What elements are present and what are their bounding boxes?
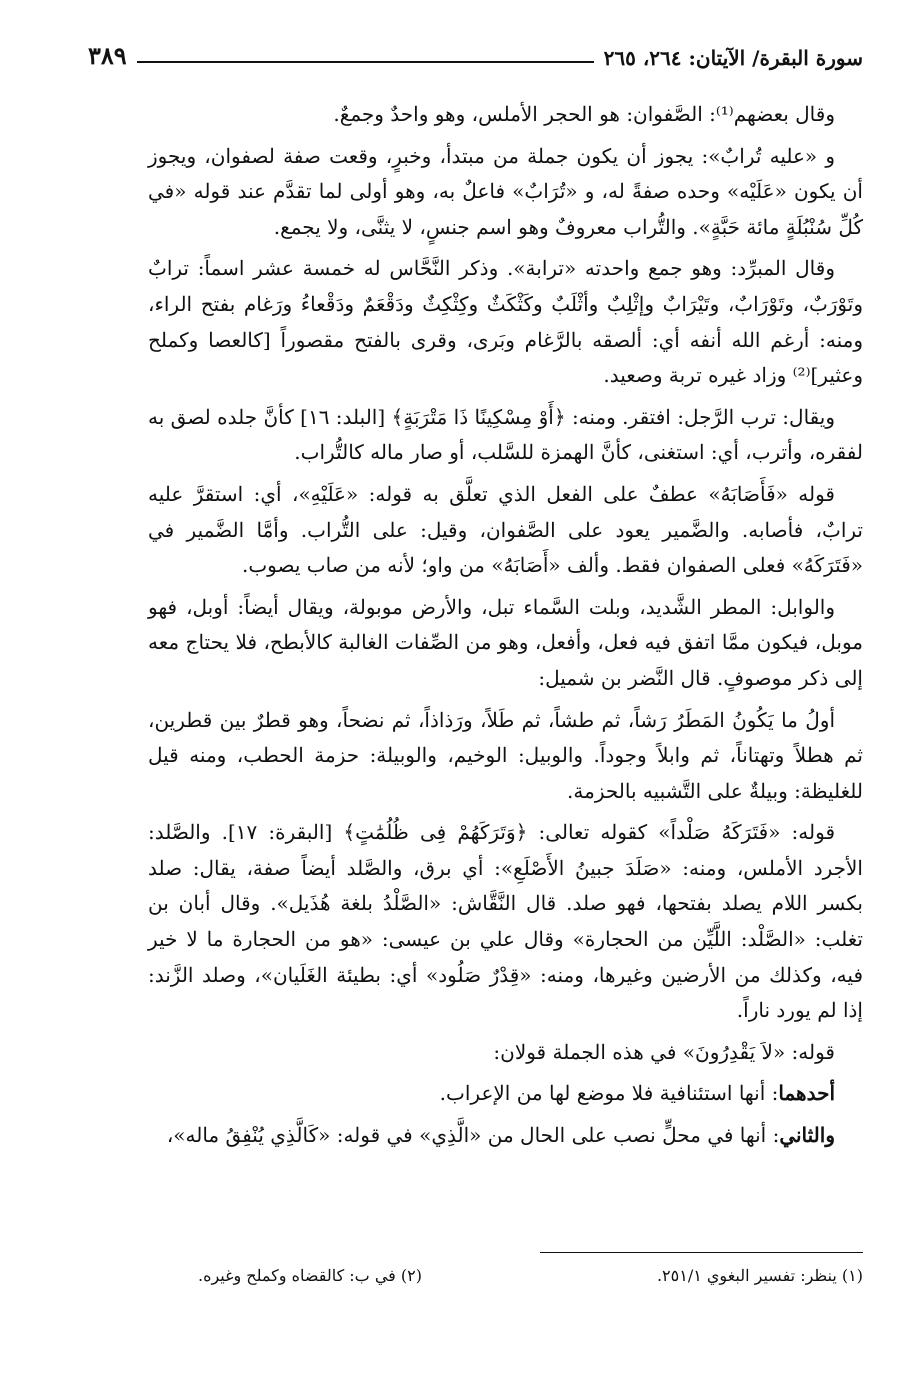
running-title: سورة البقرة/ الآيتان: ٢٦٤، ٢٦٥ xyxy=(603,46,863,70)
point-text: : أنها في محلٍّ نصب على الحال من «الَّذِي» في قوله: «كَالَّذِي يُنْفِقُ ماله»، xyxy=(166,1123,780,1148)
header-rule xyxy=(137,61,594,63)
paragraph: والوابل: المطر الشَّديد، وبلت السَّماء تبل، والأرض موبولة، ويقال أيضاً: أوبل، فهو موبل، فيكون ممَّا اتفق فيه فعل، وأفعل، وهو من الصِّفات الغالبة كالأبطح، فلا يحتاج معه إلى ذكر موصوفٍ. قال النَّضر بن شميل: xyxy=(148,594,863,690)
paragraph: قوله «فَأَصَابَهُ» عطفٌ على الفعل الذي تعلَّق به قوله: «عَلَيْهِ»، أي: استقرَّ عليه ترابٌ، فأصابه. والضَّمير يعود على الصَّفوان، وقيل: على التُّراب. وأمَّا الضَّمير في «فَتَرَكَهُ» فعلى الصفوان فقط. وألف «أَصَابَهُ» من واو؛ لأنه من صاب يصوب. xyxy=(148,481,863,578)
paragraph: أولُ ما يَكُونُ المَطَرُ رَشاً، ثم طشاً، ثم طَلاً، ورَذاذاً، ثم نضحاً، وهو قطرٌ بين قطرين، ثم هطلاً وتهتاناً، ثم وابلاً وجوداً. والوبيل: الوخيم، والوبيلة: حزمة الحطب، ومنه قيل للغليظة: وبيلةٌ على التَّشبيه بالحزمة. xyxy=(148,707,863,803)
point-first xyxy=(148,1076,863,1112)
paragraph: و «عليه تُرابٌ»: يجوز أن يكون جملة من مبتدأ، وخبرٍ، وقعت صفة لصفوان، ويجوز أن يكون «عَلَيْه» وحده صفةً له، و «تُرَابٌ» فاعلٌ به، وهو أولى لما تقدَّم عند قوله «في كُلِّ سُنْبُلَةٍ مائة حَبَّةٍ». والتُّراب معروفٌ وهو اسم جنسٍ، لا يثنَّى، ولا يجمع. xyxy=(148,143,863,239)
point-label: والثاني xyxy=(779,1123,835,1148)
footnote-rule xyxy=(540,1252,863,1253)
paragraph: قوله: «فَتَرَكَهُ صَلْداً» كقوله تعالى: ﴿وَتَرَكَهُمْ فِى ظُلُمَٰتٍ﴾ [البقرة: ١٧]. والصَّلد: الأجرد الأملس، ومنه: «صَلَدَ جبينُ الأَصْلَعِ»: أي برق، والصَّلد أيضاً صفة، يقال: صلد بكسر اللام يصلد بفتحها، فهو صلد. قال النَّقَّاش: «الصَّلْدُ بلغة هُذَيل». وقال أبان بن تغلب: «الصَّلْد: اللَّيِّن من الحجارة» وقال علي بن عيسى: «هو من الحجارة ما لا خير فيه، وكذلك من الأرضين وغيرها، ومنه: «قِدْرٌ صَلُود» أي: بطيئة الغَلَيان»، وصلد الزَّند: إذا لم يورد ناراً. xyxy=(148,820,863,1023)
paragraph: ويقال: ترب الرَّجل: افتقر. ومنه: ﴿أَوْ مِسْكِينًا ذَا مَتْرَبَةٍ﴾ [البلد: ١٦] كأنَّ جلده لصق به لفقره، وأترب، أي: استغنى، كأنَّ الهمزة للسَّلب، أو صار ماله كالتُّراب. xyxy=(148,404,863,465)
footnotes xyxy=(198,1264,863,1288)
footnote-1: (١) ينظر: تفسير البغوي ٢٥١/١. xyxy=(656,1266,863,1285)
paragraph: قوله: «لاَ يَقْدِرُونَ» في هذه الجملة قولان: xyxy=(493,1039,835,1064)
footnote-2: (٢) في ب: كالقضاه وكملح وغيره. xyxy=(198,1266,422,1285)
point-text: : أنها استئنافية فلا موضع لها من الإعراب. xyxy=(439,1081,779,1106)
paragraph: وقال بعضهم⁽¹⁾: الصَّفوان: هو الحجر الأملس، وهو واحدٌ وجمعٌ. xyxy=(333,102,835,126)
point-second xyxy=(148,1118,863,1154)
page-body xyxy=(148,97,863,1160)
paragraph: وقال المبرِّد: وهو جمع واحدته «ترابة». وذكر النَّحَّاس له خمسة عشر اسماً: ترابٌ وتَوْرَبٌ، وتَوْرَابٌ، وتَيْرَابٌ وإثْلِبٌ وأثْلَبٌ وكَثْكَثٌ وكِثْكِثٌ ودَقْعَمٌ ودَقْعاءُ ورَغام بفتح الراء، ومنه: أرغم الله أنفه أي: ألصقه بالرَّغام وبَرى، وقرى بالفتح مقصوراً [كالعصا وكملح وعثير]⁽²⁾ وزاد غيره تربة وصعيد. xyxy=(148,256,863,388)
page-number: ٣٨٩ xyxy=(88,41,127,70)
page-header xyxy=(88,30,863,70)
point-label: أحدهما xyxy=(778,1081,835,1106)
